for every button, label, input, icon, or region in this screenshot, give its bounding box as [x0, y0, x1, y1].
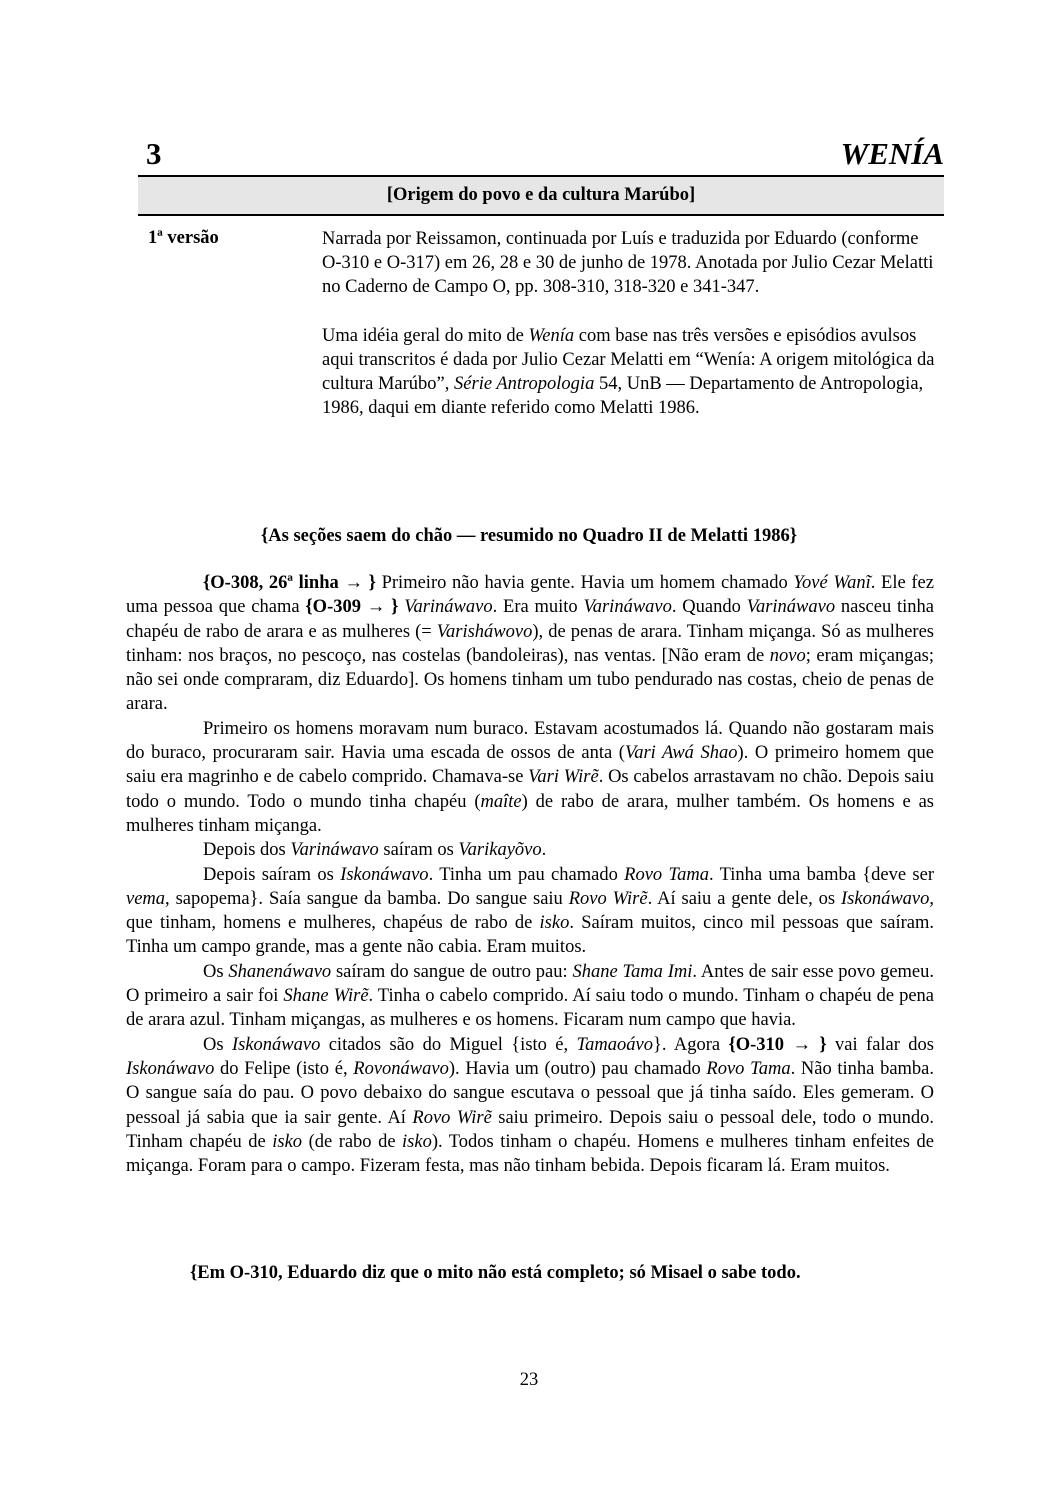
- text-run: . Tinha uma bamba {deve ser: [708, 864, 934, 885]
- italic-term: Rovo Wirẽ: [568, 888, 648, 909]
- text-run: com base nas três versões e episódios avulsos aqui transcritos é dada por Julio Cezar Melatti em “Wenía: A origem mitológica da cultura Marúbo”,: [322, 325, 935, 395]
- text-run: ). Havia um (outro) pau chamado: [448, 1058, 707, 1079]
- text-run: Primeiro os homens moravam num buraco. Estavam acostumados lá. Quando não gostaram mais do buraco, procuraram sair. Havia uma escada de ossos de anta (: [126, 718, 934, 764]
- text-run: . Quando: [671, 597, 747, 618]
- closing-note: {Em O-310, Eduardo diz que o mito não está completo; só Misael o sabe todo.: [190, 1263, 801, 1283]
- text-run: . Não tinha bamba. O sangue saía do pau. O povo debaixo do sangue escutava o pessoal que já tinha saído. Eles gemeram. O pessoal já sabia que ia sair gente. Aí: [126, 1058, 935, 1128]
- text-run: vai falar dos: [826, 1034, 935, 1055]
- text-run: .: [541, 840, 547, 861]
- text-run: }. Agora: [652, 1034, 729, 1055]
- page-number: 23: [519, 1370, 539, 1390]
- text-run: ), de penas de arara. Tinham miçanga. Só as mulheres tinham: nos braços, no pescoço, nas costelas (bandoleiras), nas ventas. [Não eram de: [126, 621, 934, 666]
- text-run: saíram os: [378, 840, 459, 861]
- text-run: ). O primeiro homem que saiu era magrinho e de cabelo comprido. Chamava-se: [126, 743, 934, 788]
- italic-term: Rovonáwavo: [353, 1058, 449, 1079]
- text-run: ) de rabo de arara, mulher também. Os homens e as mulheres tinham miçanga.: [126, 791, 934, 836]
- italic-term: Wenía: [528, 325, 575, 346]
- italic-term: Varináwavo: [404, 597, 493, 618]
- italic-term: Vari Wirẽ: [528, 767, 599, 788]
- text-run: nasceu tinha chapéu de rabo de arara e as mulheres (=: [126, 597, 935, 642]
- version-paragraph: [322, 227, 942, 300]
- text-run: , sapopema}. Saía sangue da bamba. Do sangue saiu: [165, 888, 569, 909]
- italic-term: Tamaoávo: [576, 1034, 653, 1055]
- italic-term: Varisháwovo: [436, 621, 533, 642]
- italic-term: Shane Tama Imi: [572, 961, 693, 982]
- italic-term: Série Antropologia: [454, 374, 595, 395]
- italic-term: Varikayõvo: [458, 840, 542, 861]
- text-run: Os: [203, 961, 229, 982]
- italic-term: Varináwavo: [746, 597, 836, 618]
- italic-term: Shane Wirẽ: [283, 986, 369, 1007]
- text-run: . Aí saiu a gente dele, os: [647, 888, 841, 909]
- myth-narrative: [126, 571, 934, 1178]
- text-run: (de rabo de: [302, 1131, 403, 1152]
- body-paragraph: [126, 571, 934, 717]
- text-run: ). Todos tinham o chapéu. Homens e mulheres tinham enfeites de miçanga. Foram para o campo. Fizeram festa, mas não tinham bebida. Depois ficaram lá. Eram muitos.: [126, 1131, 934, 1177]
- field-note-reference: {O-308, 26ª linha → }: [203, 573, 376, 593]
- text-run: 54, UnB — Departamento de Antropologia, 1986, daqui em diante referido como Melatti 1986.: [322, 374, 924, 419]
- italic-term: novo: [769, 645, 806, 666]
- italic-term: vema: [126, 888, 166, 909]
- text-run: . Era muito: [492, 597, 584, 618]
- italic-term: Varináwavo: [290, 840, 379, 861]
- text-run: ; eram miçangas; não sei onde compraram, diz Eduardo]. Os homens tinham um tubo pendurado nas costas, cheio de penas de arara.: [126, 645, 934, 715]
- italic-term: Rovo Tama: [706, 1058, 791, 1079]
- text-run: . Antes de sair esse povo gemeu. O primeiro a sair foi: [126, 961, 935, 1007]
- body-paragraph: [126, 838, 934, 862]
- chapter-number: 3: [146, 136, 162, 171]
- body-paragraph: [126, 960, 934, 1033]
- text-run: . Saíram muitos, cinco mil pessoas que saíram. Tinha um campo grande, mas a gente não cabia. Eram muitos.: [126, 913, 935, 958]
- section-title: [Origem do povo e da cultura Marúbo]: [138, 177, 944, 216]
- italic-term: Iskonáwavo: [841, 888, 930, 909]
- resumo-heading: {As seções saem do chão — resumido no Quadro II de Melatti 1986}: [260, 526, 797, 546]
- field-note-reference: {O-309 → }: [305, 597, 399, 618]
- italic-term: Iskonáwavo: [126, 1058, 215, 1079]
- text-run: . Ele fez uma pessoa que chama: [126, 573, 934, 618]
- version-paragraph: [322, 324, 942, 421]
- chapter-title: WENÍA: [840, 136, 944, 171]
- chapter-header: [138, 132, 944, 176]
- italic-term: Shanenáwavo: [228, 961, 332, 982]
- text-run: . Tinha um pau chamado: [428, 864, 625, 885]
- italic-term: Rovo Wirẽ: [412, 1107, 492, 1128]
- text-run: citados são do Miguel {isto é,: [320, 1034, 577, 1055]
- text-run: Depois dos: [203, 840, 291, 861]
- text-run: . Os cabelos arrastavam no chão. Depois saiu todo o mundo. Todo o mundo tinha chapéu (: [126, 767, 934, 812]
- text-run: do Felipe (isto é,: [214, 1058, 354, 1079]
- text-run: . Tinha o cabelo comprido. Aí saiu todo o mundo. Tinham o chapéu de pena de arara azul. Tinham miçangas, as mulheres e os homens. Ficaram num campo que havia.: [126, 986, 934, 1031]
- text-run: saíram do sangue de outro pau:: [331, 961, 573, 982]
- italic-term: isko: [402, 1131, 432, 1152]
- field-note-reference: {O-310 → }: [728, 1034, 827, 1055]
- text-run: , que tinham, homens e mulheres, chapéus de rabo de: [126, 888, 934, 934]
- body-paragraph: [126, 717, 934, 838]
- text-run: Uma idéia geral do mito de: [322, 325, 529, 346]
- text-run: Primeiro não havia gente. Havia um homem chamado: [375, 573, 794, 593]
- italic-term: Yové Wanĩ: [793, 573, 871, 593]
- text-run: Narrada por Reissamon, continuada por Luís e traduzida por Eduardo (conforme O-310 e O-317) em 26, 28 e 30 de junho de 1978. Anotada por Julio Cezar Melatti no Caderno de Campo O, pp. 308-310, 318-320 e 341-347.: [322, 229, 934, 298]
- text-run: Os: [203, 1034, 232, 1055]
- italic-term: Varináwavo: [583, 597, 672, 618]
- italic-term: Iskonáwavo: [231, 1034, 321, 1055]
- body-paragraph: [126, 863, 934, 960]
- italic-term: Iskonáwavo: [340, 864, 429, 885]
- italic-term: maîte: [480, 791, 522, 812]
- version-description: [322, 227, 942, 420]
- text-run: Depois saíram os: [203, 864, 341, 885]
- italic-term: isko: [539, 913, 570, 934]
- italic-term: Vari Awá Shao: [624, 743, 738, 764]
- italic-term: Rovo Tama: [624, 864, 709, 885]
- text-run: saiu primeiro. Depois saiu o pessoal dele, todo o mundo. Tinham chapéu de: [126, 1107, 934, 1152]
- body-paragraph: [126, 1033, 934, 1179]
- version-label: 1ª versão: [148, 228, 219, 248]
- italic-term: isko: [272, 1131, 303, 1152]
